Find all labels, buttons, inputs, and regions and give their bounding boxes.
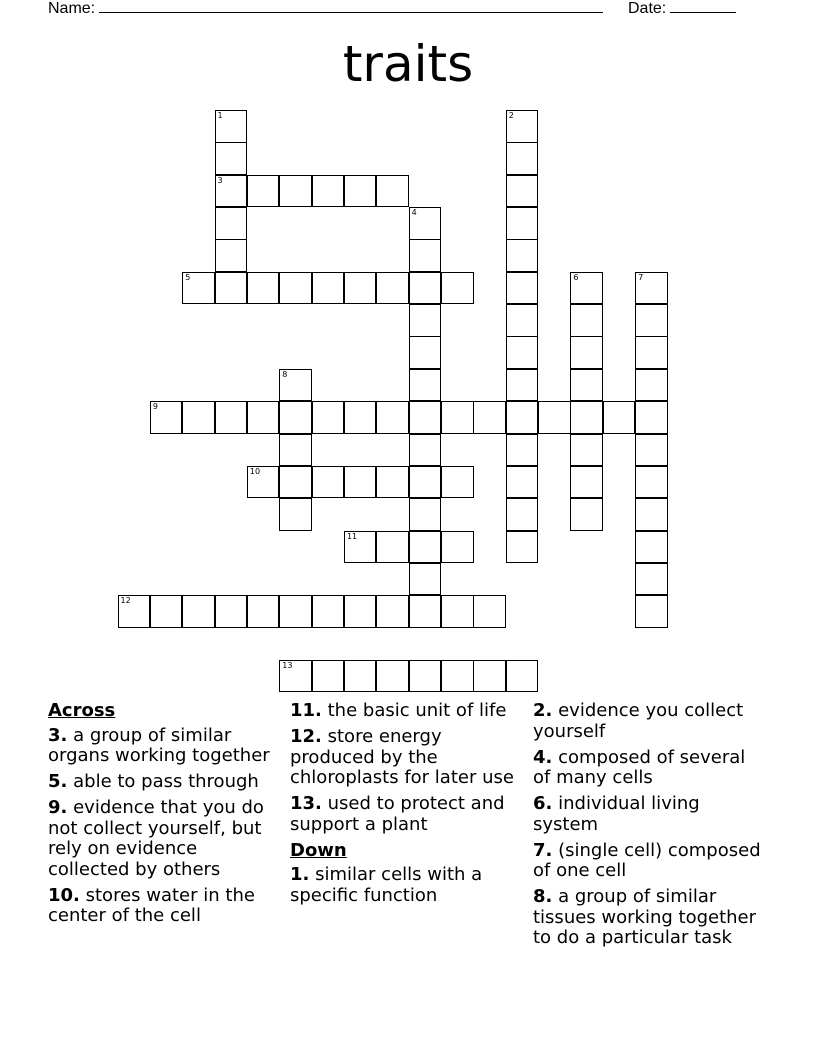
clue-across-13 xyxy=(290,794,522,835)
grid-cell[interactable] xyxy=(312,401,345,434)
grid-cell[interactable] xyxy=(570,336,603,369)
grid-cell[interactable] xyxy=(506,336,539,369)
grid-cell[interactable] xyxy=(409,498,442,531)
grid-cell[interactable] xyxy=(473,660,506,693)
clue-text: (single cell) composed of one cell xyxy=(533,839,761,881)
cell-number: 10 xyxy=(249,466,261,476)
grid-cell[interactable] xyxy=(182,595,215,628)
clue-text: stores water in the center of the cell xyxy=(48,884,255,926)
grid-cell[interactable] xyxy=(570,401,603,434)
clue-number: 1. xyxy=(290,864,310,885)
grid-cell[interactable] xyxy=(409,563,442,596)
grid-cell[interactable] xyxy=(279,175,312,208)
clue-down-7 xyxy=(533,841,765,882)
cell-number: 1 xyxy=(217,111,223,120)
clue-across-9 xyxy=(48,798,280,880)
grid-cell[interactable] xyxy=(570,304,603,337)
grid-cell[interactable] xyxy=(635,434,668,467)
grid-cell[interactable] xyxy=(182,272,215,305)
grid-cell[interactable] xyxy=(247,272,280,305)
grid-cell[interactable] xyxy=(506,207,539,240)
grid-cell[interactable] xyxy=(441,595,474,628)
clue-across-5 xyxy=(48,772,280,793)
grid-cell[interactable] xyxy=(506,142,539,175)
grid-cell[interactable] xyxy=(635,498,668,531)
grid-cell[interactable] xyxy=(635,531,668,564)
clue-down-8 xyxy=(533,887,765,949)
grid-cell[interactable] xyxy=(603,401,636,434)
grid-cell[interactable] xyxy=(279,401,312,434)
grid-cell[interactable] xyxy=(215,175,248,208)
clue-across-12 xyxy=(290,727,522,789)
clue-text: individual living system xyxy=(533,793,700,835)
grid-cell[interactable] xyxy=(473,401,506,434)
clue-text: used to protect and support a plant xyxy=(290,793,505,835)
clue-number: 12. xyxy=(290,726,322,747)
grid-cell[interactable] xyxy=(441,466,474,499)
grid-cell[interactable] xyxy=(570,434,603,467)
puzzle-title: traits xyxy=(342,35,474,93)
grid-cell[interactable] xyxy=(441,272,474,305)
grid-cell[interactable] xyxy=(279,498,312,531)
grid-cell[interactable] xyxy=(376,175,409,208)
clue-number: 2. xyxy=(533,700,553,721)
clue-text: similar cells with a specific function xyxy=(290,864,483,906)
grid-cell[interactable] xyxy=(312,660,345,693)
grid-cell[interactable] xyxy=(409,304,442,337)
grid-cell[interactable] xyxy=(570,272,603,305)
grid-cell[interactable] xyxy=(312,175,345,208)
grid-cell[interactable] xyxy=(215,142,248,175)
grid-cell[interactable] xyxy=(150,595,183,628)
clue-column-1 xyxy=(48,701,280,932)
clue-across-11 xyxy=(290,701,522,722)
clue-text: the basic unit of life xyxy=(327,700,507,721)
grid-cell[interactable] xyxy=(409,207,442,240)
clue-down-6 xyxy=(533,794,765,835)
grid-cell[interactable] xyxy=(344,175,377,208)
grid-cell[interactable] xyxy=(344,660,377,693)
clue-across-3 xyxy=(48,726,280,767)
grid-cell[interactable] xyxy=(376,401,409,434)
grid-cell[interactable] xyxy=(441,660,474,693)
grid-cell[interactable] xyxy=(635,336,668,369)
grid-cell[interactable] xyxy=(215,401,248,434)
cell-number: 3 xyxy=(217,175,223,185)
grid-cell[interactable] xyxy=(215,110,248,143)
grid-cell[interactable] xyxy=(409,660,442,693)
grid-cell[interactable] xyxy=(376,595,409,628)
grid-cell[interactable] xyxy=(538,401,571,434)
clue-number: 11. xyxy=(290,700,322,721)
clue-number: 9. xyxy=(48,797,68,818)
grid-cell[interactable] xyxy=(570,466,603,499)
grid-cell[interactable] xyxy=(215,595,248,628)
grid-cell[interactable] xyxy=(409,595,442,628)
grid-cell[interactable] xyxy=(635,272,668,305)
grid-cell[interactable] xyxy=(409,401,442,434)
cell-number: 9 xyxy=(152,402,158,412)
grid-cell[interactable] xyxy=(506,498,539,531)
grid-cell[interactable] xyxy=(279,595,312,628)
clue-down-2 xyxy=(533,701,765,742)
grid-cell[interactable] xyxy=(506,466,539,499)
clue-text: a group of similar tissues working together to do a particular task xyxy=(533,886,757,948)
grid-cell[interactable] xyxy=(409,434,442,467)
grid-cell[interactable] xyxy=(344,466,377,499)
clue-number: 8. xyxy=(533,886,553,907)
grid-cell[interactable] xyxy=(376,466,409,499)
down-heading: Down xyxy=(290,839,347,861)
clue-column-3 xyxy=(533,701,765,954)
clue-across-10 xyxy=(48,886,280,927)
grid-cell[interactable] xyxy=(215,239,248,272)
clue-down-4 xyxy=(533,748,765,789)
cell-number: 2 xyxy=(508,111,514,120)
grid-cell[interactable] xyxy=(635,304,668,337)
grid-cell[interactable] xyxy=(506,660,539,693)
grid-cell[interactable] xyxy=(635,563,668,596)
grid-cell[interactable] xyxy=(441,531,474,564)
cell-number: 7 xyxy=(638,272,644,282)
clue-number: 5. xyxy=(48,771,68,792)
grid-cell[interactable] xyxy=(473,595,506,628)
grid-cell[interactable] xyxy=(279,369,312,402)
grid-cell[interactable] xyxy=(247,401,280,434)
grid-cell[interactable] xyxy=(215,272,248,305)
grid-cell[interactable] xyxy=(279,272,312,305)
grid-cell[interactable] xyxy=(279,466,312,499)
clue-number: 3. xyxy=(48,724,68,746)
clue-down-1 xyxy=(290,865,522,906)
grid-cell[interactable] xyxy=(182,401,215,434)
grid-cell[interactable] xyxy=(409,466,442,499)
grid-cell[interactable] xyxy=(150,401,183,434)
clue-text: a group of similar organs working together xyxy=(48,724,270,766)
grid-cell[interactable] xyxy=(344,272,377,305)
grid-cell[interactable] xyxy=(344,531,377,564)
grid-cell[interactable] xyxy=(215,207,248,240)
clue-text: able to pass through xyxy=(73,771,259,792)
grid-cell[interactable] xyxy=(344,401,377,434)
grid-cell[interactable] xyxy=(441,401,474,434)
grid-cell[interactable] xyxy=(409,336,442,369)
grid-cell[interactable] xyxy=(376,531,409,564)
grid-cell[interactable] xyxy=(635,369,668,402)
grid-cell[interactable] xyxy=(506,369,539,402)
grid-cell[interactable] xyxy=(506,175,539,208)
cell-number: 11 xyxy=(346,531,358,541)
clue-number: 6. xyxy=(533,793,553,814)
cell-number: 13 xyxy=(282,660,293,670)
grid-cell[interactable] xyxy=(376,272,409,305)
clue-text: store energy produced by the chloroplasts for later use xyxy=(290,726,514,788)
grid-cell[interactable] xyxy=(247,466,280,499)
clue-number: 13. xyxy=(290,793,322,814)
clue-text: evidence that you do not collect yourself, but rely on evidence collected by others xyxy=(48,797,264,880)
grid-cell[interactable] xyxy=(506,434,539,467)
grid-cell[interactable] xyxy=(409,531,442,564)
grid-cell[interactable] xyxy=(506,110,539,143)
grid-cell[interactable] xyxy=(409,239,442,272)
clue-number: 7. xyxy=(533,839,553,861)
grid-cell[interactable] xyxy=(312,595,345,628)
grid-cell[interactable] xyxy=(376,660,409,693)
grid-cell[interactable] xyxy=(409,369,442,402)
grid-cell[interactable] xyxy=(118,595,151,628)
grid-cell[interactable] xyxy=(409,272,442,305)
grid-cell[interactable] xyxy=(279,660,312,693)
date-label: Date: xyxy=(628,0,667,17)
grid-cell[interactable] xyxy=(247,175,280,208)
grid-cell[interactable] xyxy=(635,466,668,499)
grid-cell[interactable] xyxy=(312,272,345,305)
grid-cell[interactable] xyxy=(506,401,539,434)
across-heading: Across xyxy=(48,700,116,721)
grid-cell[interactable] xyxy=(506,272,539,305)
grid-cell[interactable] xyxy=(506,531,539,564)
clue-column-2 xyxy=(290,701,522,912)
cell-number: 5 xyxy=(185,272,191,282)
grid-cell[interactable] xyxy=(506,239,539,272)
grid-cell[interactable] xyxy=(635,401,668,434)
grid-cell[interactable] xyxy=(570,369,603,402)
cell-number: 12 xyxy=(120,596,131,606)
clue-text: evidence you collect yourself xyxy=(533,700,744,742)
clue-number: 10. xyxy=(48,884,80,906)
grid-cell[interactable] xyxy=(312,466,345,499)
grid-cell[interactable] xyxy=(570,498,603,531)
grid-cell[interactable] xyxy=(344,595,377,628)
grid-cell[interactable] xyxy=(635,595,668,628)
cell-number: 8 xyxy=(282,369,288,379)
clue-number: 4. xyxy=(533,746,553,768)
grid-cell[interactable] xyxy=(279,434,312,467)
cell-number: 4 xyxy=(411,208,417,218)
grid-cell[interactable] xyxy=(247,595,280,628)
cell-number: 6 xyxy=(573,272,579,282)
grid-cell[interactable] xyxy=(506,304,539,337)
name-label: Name: xyxy=(48,0,96,17)
clue-text: composed of several of many cells xyxy=(533,746,746,788)
